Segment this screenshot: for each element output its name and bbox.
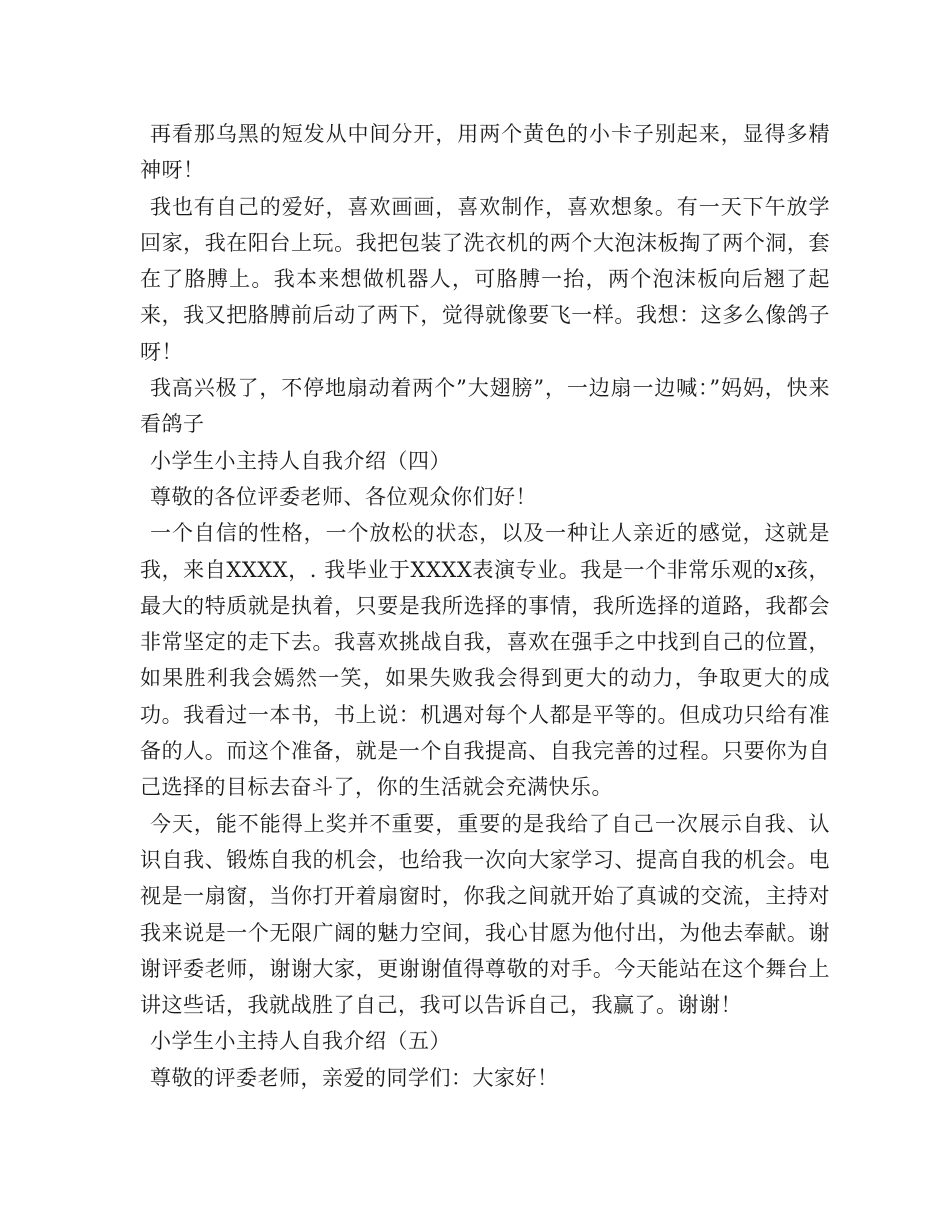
paragraph-today: 今天，能不能得上奖并不重要，重要的是我给了自己一次展示自我、认识自我、锻炼自我的机会，也给我一次向大家学习、提高自我的机会。电视是一扇窗，当你打开着扇窗时，你我之间就开始了真诚的交流，主持对我来说是一个无限广阔的魅力空间，我心甘愿为他付出，为他去奉献。谢谢评委老师，谢谢大家，更谢谢值得尊敬的对手。今天能站在这个舞台上讲这些话，我就战胜了自己，我可以告诉自己，我赢了。谢谢！ (140, 811, 830, 1018)
paragraph-hobbies: 我也有自己的爱好，喜欢画画，喜欢制作，喜欢想象。有一天下午放学回家，我在阳台上玩。我把包装了洗衣机的两个大泡沫板掏了两个洞，套在了胳膊上。我本来想做机器人，可胳膊一抬，两个泡沫板向后翘了起来，我又把胳膊前后动了两下，觉得就像要飞一样。我想：这多么像鸽子呀！ (140, 194, 830, 364)
section-heading-five: 小学生小主持人自我介绍（五） (150, 1029, 451, 1054)
paragraph-happy: 我高兴极了，不停地扇动着两个”大翅膀”，一边扇一边喊：”妈妈，快来看鸽子 (140, 376, 830, 437)
paragraph-appearance: 再看那乌黑的短发从中间分开，用两个黄色的小卡子别起来，显得多精神呀！ (140, 122, 830, 183)
paragraph-self-intro: 一个自信的性格，一个放松的状态，以及一种让人亲近的感觉，这就是我，来自XXXX，. 我毕业于XXXX表演专业。我是一个非常乐观的x孩，最大的特质就是执着，只要是我所选择的事情，我所选择的道路，我都会非常坚定的走下去。我喜欢挑战自我，喜欢在强手之中找到自己的位置，如果胜利我会嫣然一笑，如果失败我会得到更大的动力，争取更大的成功。我看过一本书，书上说：机遇对每个人都是平等的。但成功只给有准备的人。而这个准备，就是一个自我提高、自我完善的过程。只要你为自己选择的目标去奋斗了，你的生活就会充满快乐。 (140, 521, 830, 800)
greeting-four: 尊敬的各位评委老师、各位观众你们好！ (150, 484, 537, 509)
document-page (140, 116, 830, 1096)
section-heading-four: 小学生小主持人自我介绍（四） (150, 448, 451, 473)
greeting-five: 尊敬的评委老师，亲爱的同学们：大家好！ (150, 1065, 559, 1090)
